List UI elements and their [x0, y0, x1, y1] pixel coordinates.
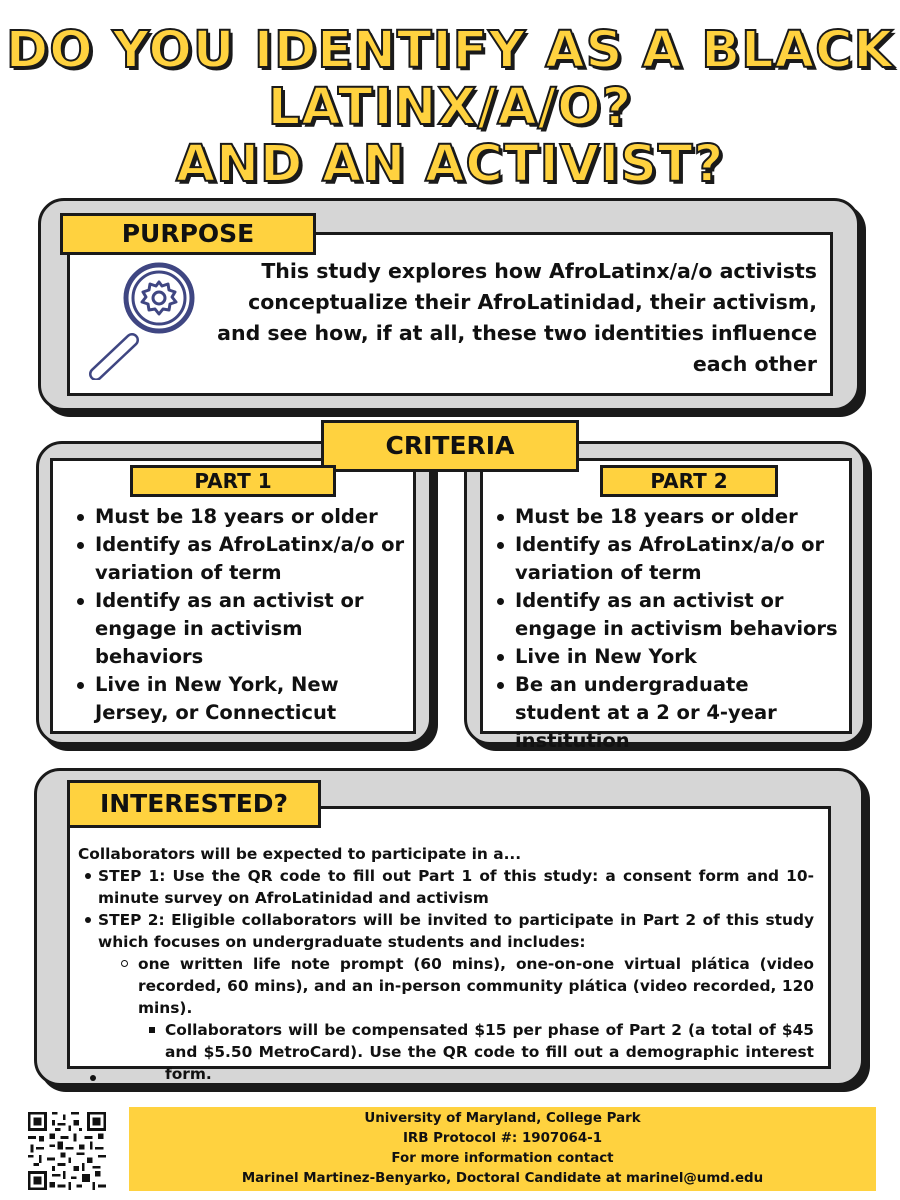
step-2-item: STEP 2: Eligible collaborators will be invited to participate in Part 2 of this study which focuses on undergraduate students and includes:	[78, 909, 814, 953]
qr-code-icon[interactable]	[28, 1112, 106, 1190]
steps-list	[78, 865, 814, 1085]
magnifier-gear-icon	[82, 262, 204, 380]
purpose-heading: PURPOSE	[60, 213, 316, 255]
title-line-3: AND AN ACTIVIST?	[175, 135, 725, 194]
list-item: Live in New York, New Jersey, or Connecticut	[75, 671, 410, 727]
footer-contact-label: For more information contact	[391, 1151, 614, 1166]
part1-criteria-list	[75, 503, 410, 727]
list-item: Identify as AfroLatinx/a/o or variation of term	[495, 531, 840, 587]
title-line-1: DO YOU IDENTIFY AS A BLACK	[5, 21, 895, 80]
list-item: Must be 18 years or older	[75, 503, 410, 531]
footer-contact-person: Marinel Martinez-Benyarko, Doctoral Candidate at marinel@umd.edu	[241, 1171, 764, 1186]
interested-intro: Collaborators will be expected to participate in a...	[78, 845, 522, 863]
part2-heading: PART 2	[600, 465, 778, 497]
step-1-item: STEP 1: Use the QR code to fill out Part 1 of this study: a consent form and 10-minute survey on AfroLatinidad and activism	[78, 865, 814, 909]
interested-heading: INTERESTED?	[67, 780, 321, 828]
step-2-sub-item: one written life note prompt (60 mins), one-on-one virtual plática (video recorded, 60 mins), and an in-person community plática (video recorded, 120 mins).	[118, 953, 814, 1019]
list-item: Identify as AfroLatinx/a/o or variation of term	[75, 531, 410, 587]
list-item: Identify as an activist or engage in activism behaviors	[75, 587, 410, 671]
title-line-2: LATINX/A/O?	[267, 78, 633, 137]
list-item: Must be 18 years or older	[495, 503, 840, 531]
interested-text	[78, 843, 814, 1085]
footer-university: University of Maryland, College Park	[364, 1111, 641, 1126]
footer-contact	[129, 1107, 876, 1191]
list-item: Live in New York	[495, 643, 840, 671]
empty-bullet	[90, 1075, 96, 1081]
footer-irb-protocol: IRB Protocol #: 1907064-1	[402, 1131, 603, 1146]
purpose-description: This study explores how AfroLatinx/a/o activists conceptualize their AfroLatinidad, their activism, and see how, if at all, these two identities influence each other	[217, 259, 817, 376]
compensation-item: Collaborators will be compensated $15 per phase of Part 2 (a total of $45 and $5.50 MetroCard). Use the QR code to fill out a demographic interest form.	[145, 1019, 814, 1085]
criteria-heading: CRITERIA	[321, 420, 579, 472]
poster-title	[0, 22, 900, 193]
list-item: Be an undergraduate student at a 2 or 4-year institution	[495, 671, 840, 755]
list-item: Identify as an activist or engage in activism behaviors	[495, 587, 840, 643]
part1-heading: PART 1	[130, 465, 336, 497]
part2-criteria-list	[495, 503, 840, 755]
